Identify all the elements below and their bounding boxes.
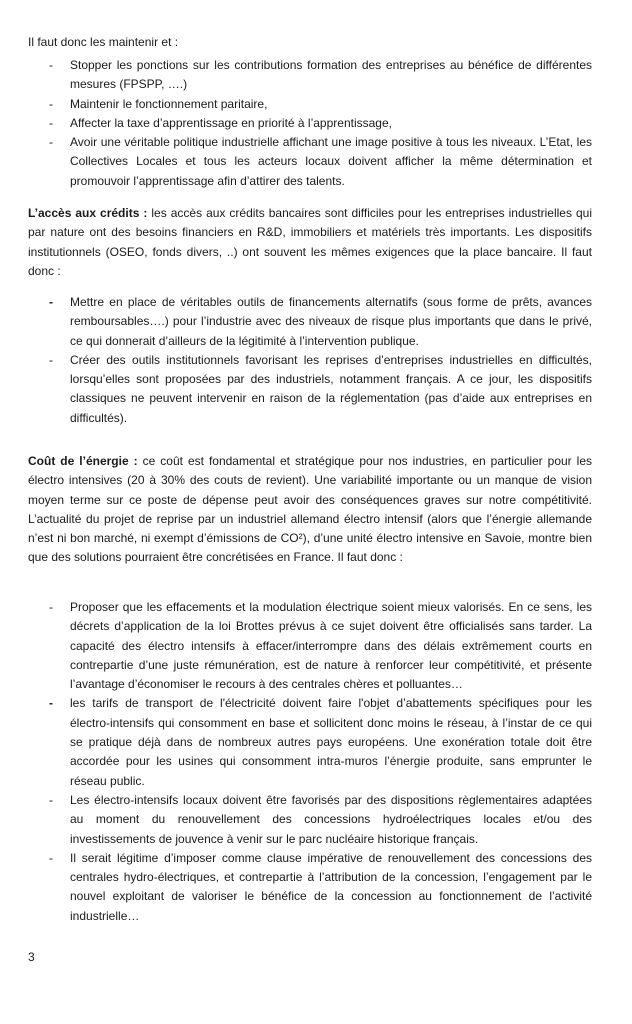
dash-bullet: - <box>49 115 53 130</box>
dash-bullet: - <box>49 352 53 367</box>
intro-paragraph: Il faut donc les maintenir et : <box>28 35 179 49</box>
list-item <box>0 849 592 926</box>
list-item <box>0 95 592 114</box>
dash-bullet: - <box>49 696 53 711</box>
credits-paragraph <box>28 204 592 281</box>
list-credit-measures <box>0 293 632 428</box>
list-item <box>0 694 592 790</box>
list-training-measures <box>0 56 632 191</box>
energy-body: ce coût est fondamental et stratégique pour nos industries, en particulier pour les électro intensives (20 à 30% des couts de revient). Une variabilité importante ou un manque de vision moyen terme sur ce poste de dépense peut avoir des conséquences graves sur notre compétitivité. L’actualité du projet de reprise par un industriel allemand électro intensif (alors que l’énergie allemande n’est ni bon marché, ni exempt d’émissions de CO²), d’une unité électro intensive en Savoie, montre bien que des solutions pourraient être concrétisées en France. Il faut donc : <box>28 454 592 565</box>
energy-paragraph <box>28 452 592 568</box>
list-item <box>0 114 592 133</box>
dash-bullet: - <box>49 600 53 614</box>
credits-body: les accès aux crédits bancaires sont difficiles pour les entreprises industrielles qui par nature ont des besoins financiers en R&D, immobiliers et matériels très importants. Les dispositifs institutionnels (OSEO, fonds divers, ..) ont souvent les mêmes exigences que la place bancaire. Il faut donc : <box>28 206 592 278</box>
dash-bullet: - <box>49 58 53 72</box>
credits-heading: L’accès aux crédits : <box>28 206 148 220</box>
energy-heading: Coût de l’énergie : <box>28 454 138 468</box>
list-item-text: Créer des outils institutionnels favorisant les reprises d’entreprises industrielles en difficultés, lorsqu’elles sont proposées par des industriels, notamment français. A ce jour, les dispositifs classiques ne peuvent intervenir en raison de la réglementation (pas d’aide aux entreprises en difficultés). <box>70 352 592 425</box>
list-item-text: les tarifs de transport de l'électricité doivent faire l'objet d’abattements spécifiques pour les électro-intensifs qui consomment en base et sollicitent donc moins le réseau, à l’instar de ce qui se pratique déjà dans de nombreux autres pays européens. Une exonération totale doit être accordée pour les usines qui consomment intra-muros l’énergie produite, sans emprunter le réseau public. <box>70 696 592 788</box>
list-item-text: Mettre en place de véritables outils de financements alternatifs (sous forme de prêts, avances remboursables….) pour l’industrie avec des niveaux de risque plus importants que dans le privé, ce qui donnerait d’ailleurs de la légitimité à l’intervention publique. <box>70 295 592 348</box>
list-item <box>0 56 592 95</box>
list-item <box>0 598 592 694</box>
page-number: 3 <box>28 950 35 964</box>
list-item <box>0 351 592 428</box>
list-item-text: Affecter la taxe d’apprentissage en priorité à l’apprentissage, <box>70 115 392 130</box>
list-energy-measures <box>0 598 632 926</box>
list-item <box>0 133 592 191</box>
dash-bullet: - <box>49 96 53 111</box>
list-item-text: Il serait légitime d’imposer comme clause impérative de renouvellement des concessions des centrales hydro-électriques, et contrepartie à l’attribution de la concession, l’engagement par le nouvel exploitant de valoriser le bénéfice de la concession au fonctionnement de l’activité industrielle… <box>70 850 592 923</box>
dash-bullet: - <box>49 792 53 807</box>
dash-bullet: - <box>49 135 53 150</box>
list-item-text: Stopper les ponctions sur les contributions formation des entreprises au bénéfice de différentes mesures (FPSPP, ….) <box>70 58 592 92</box>
dash-bullet: - <box>49 850 53 865</box>
list-item-text: Maintenir le fonctionnement paritaire, <box>70 96 268 111</box>
dash-bullet: - <box>49 295 53 309</box>
list-item <box>0 293 592 351</box>
list-item <box>0 791 592 849</box>
list-item-text: Les électro-intensifs locaux doivent être favorisés par des dispositions règlementaires adaptées au moment du renouvellement des concessions hydroélectriques locales et/ou des investissements de jouvence à venir sur le parc nucléaire historique français. <box>70 792 592 846</box>
list-item-text: Avoir une véritable politique industrielle affichant une image positive à tous les niveaux. L’Etat, les Collectives Locales et tous les acteurs locaux doivent afficher la même détermination et promouvoir l’apprentissage afin d’attirer des talents. <box>70 135 592 188</box>
list-item-text: Proposer que les effacements et la modulation électrique soient mieux valorisés. En ce sens, les décrets d’application de la loi Brottes prévus à ce sujet doivent être officialisés sans tarder. La capacité des électro intensifs à effacer/interrompre dans des délais extrêmement courts en contrepartie d’une juste rémunération, est de nature à renforcer leur compétitivité, et présente l’avantage d’économiser le recours à des centrales chères et polluantes… <box>70 600 592 692</box>
